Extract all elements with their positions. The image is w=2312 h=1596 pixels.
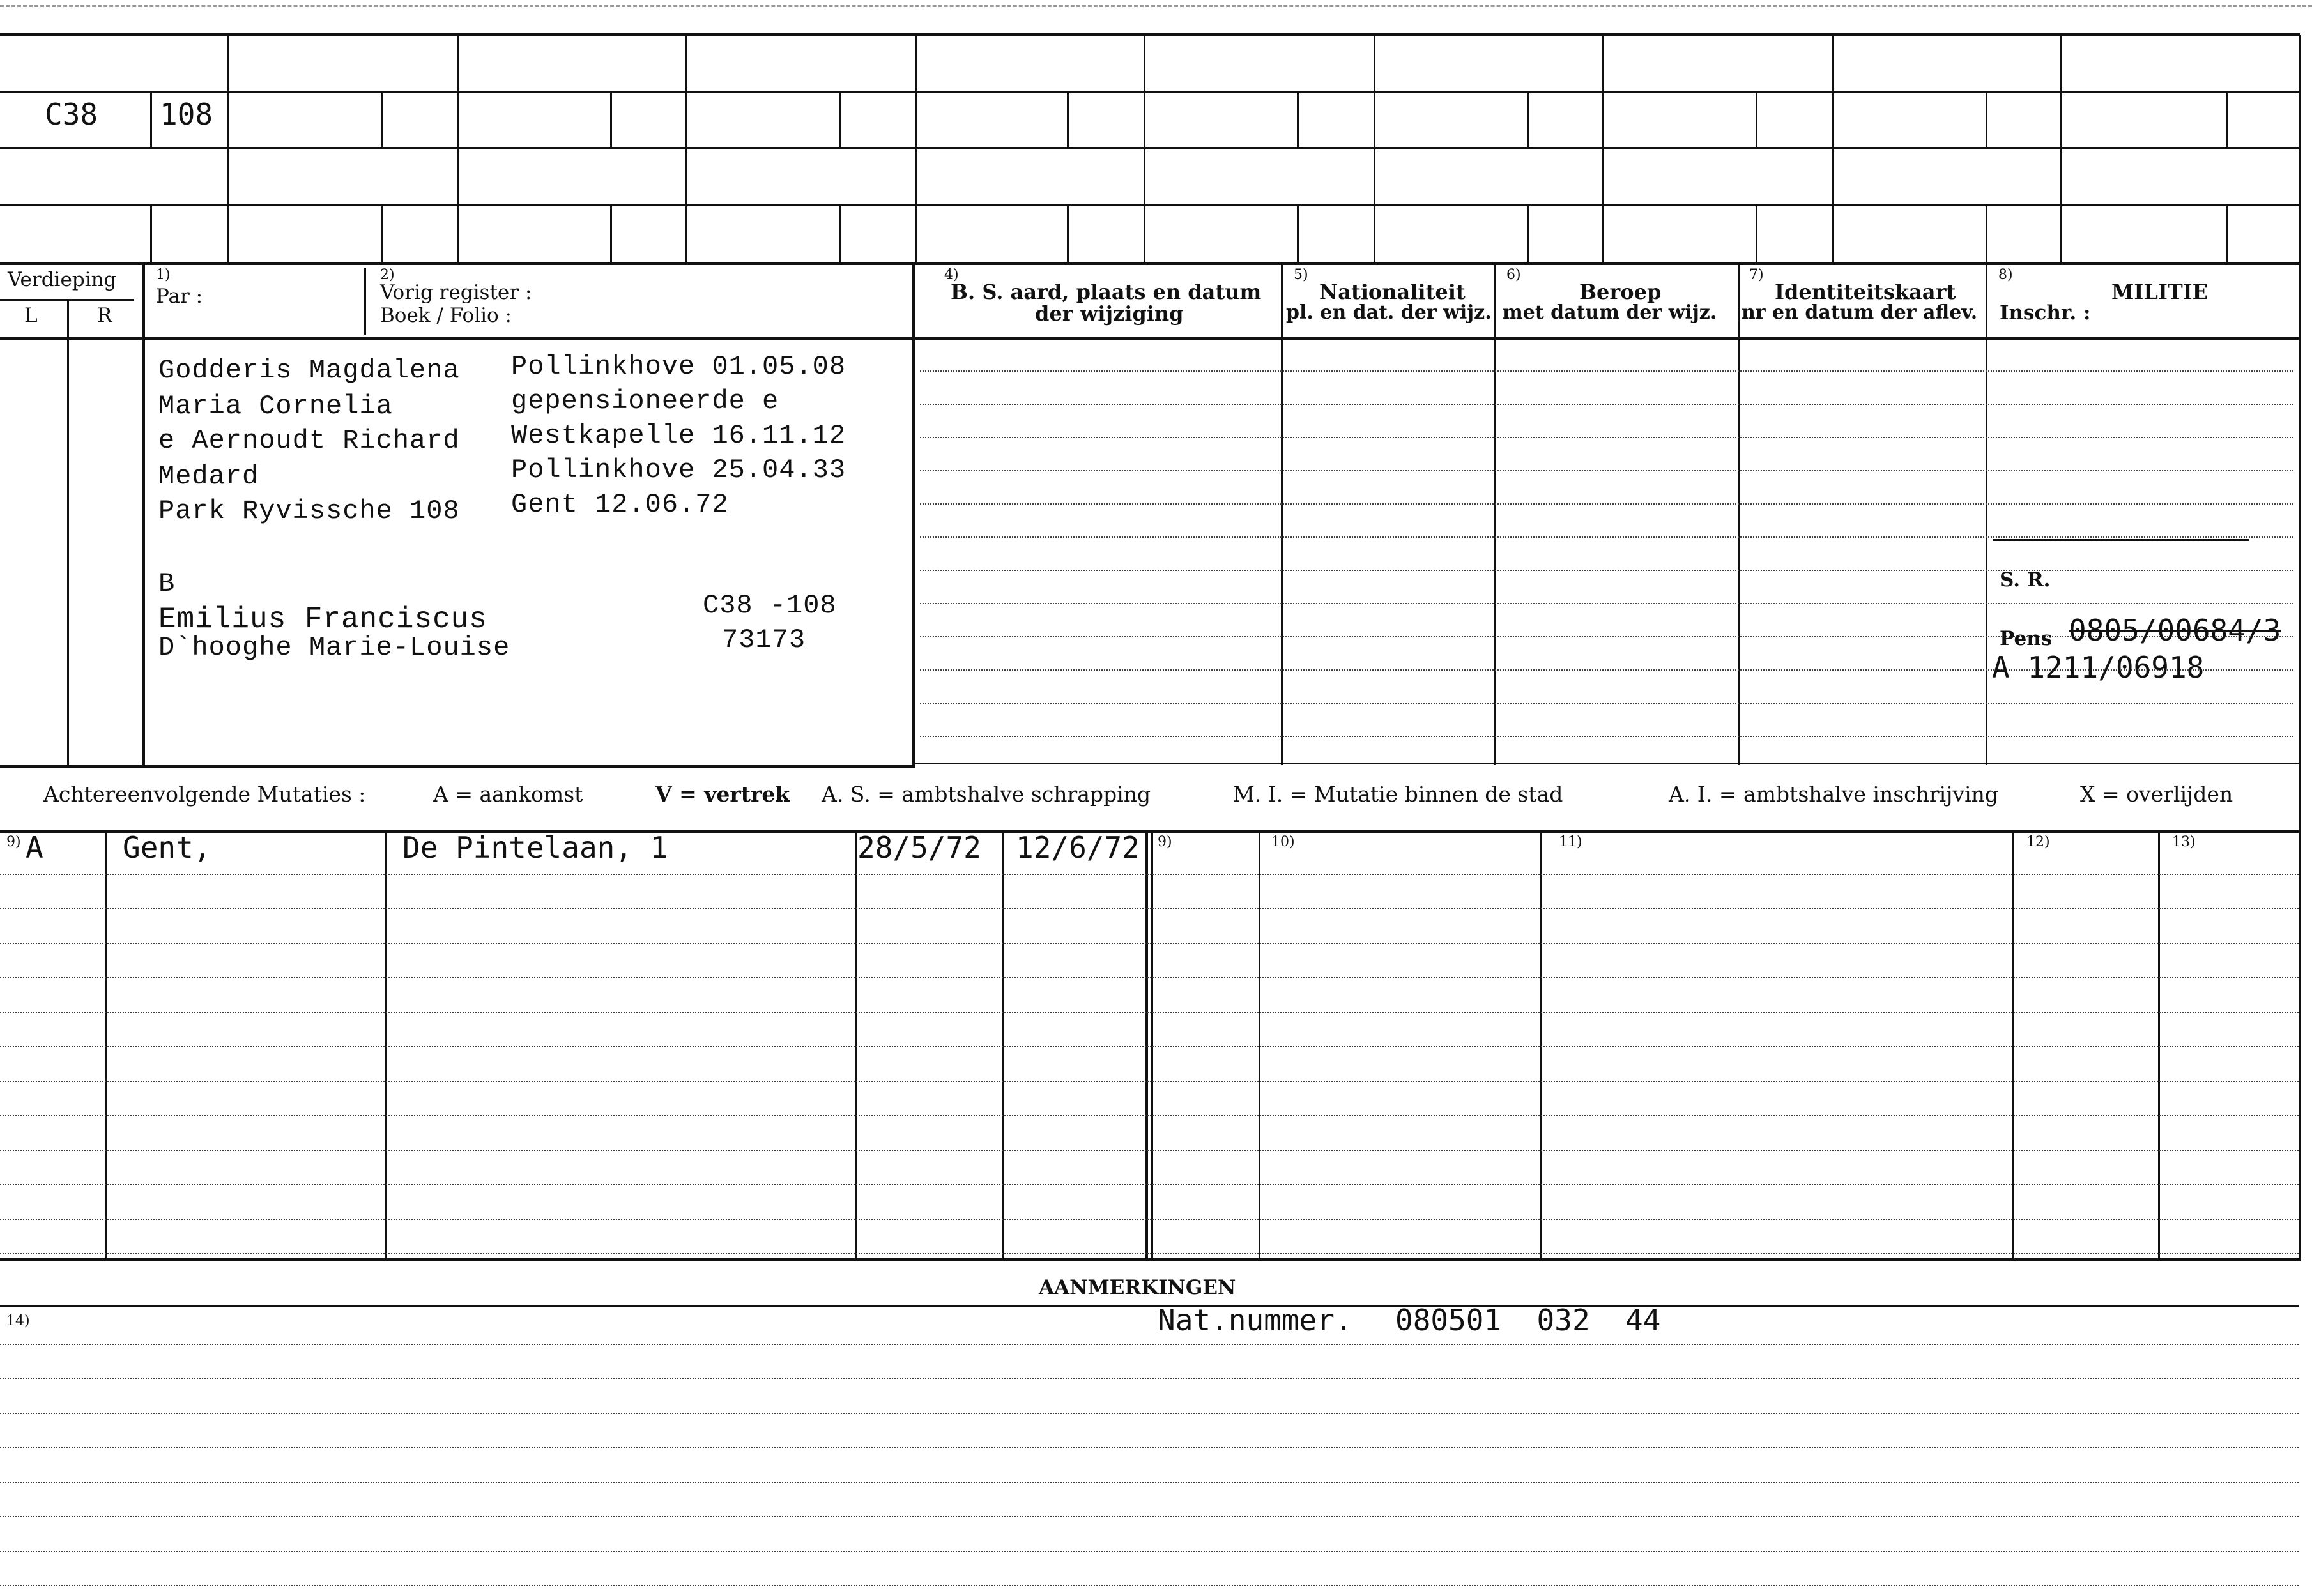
ruled-line [0, 1012, 2299, 1013]
field-number-6: 6) [1506, 267, 1521, 283]
field-number-12: 12) [2026, 834, 2050, 850]
floor-r-label: R [97, 304, 112, 327]
legend-intro: Achtereenvolgende Mutaties : [43, 782, 366, 807]
top-code: C38 [45, 97, 98, 132]
beroep-header-line2: met datum der wijz. [1503, 301, 1717, 324]
person-place-line-2: gepensioneerde e [511, 386, 779, 416]
bs-header-line1: B. S. aard, plaats en datum [951, 280, 1262, 304]
top-number: 108 [160, 97, 213, 132]
person-place-line-3: Westkapelle 16.11.12 [511, 420, 846, 451]
ruled-line [0, 1585, 2299, 1586]
scan-edge [0, 5, 2312, 7]
b-ref-line-1: C38 -108 [703, 590, 837, 621]
person-name-line-1: Godderis Magdalena [158, 355, 460, 386]
field-number-7: 7) [1749, 267, 1764, 283]
ruled-line [0, 1551, 2299, 1552]
person-place-line-1: Pollinkhove 01.05.08 [511, 351, 846, 382]
beroep-header-line1: Beroep [1579, 280, 1662, 304]
legend-ai: A. I. = ambtshalve inschrijving [1669, 782, 1999, 807]
mutation-address: De Pintelaan, 1 [402, 830, 668, 865]
ruled-line [0, 1184, 2299, 1185]
nat-number-value: 080501 032 44 [1395, 1303, 1661, 1337]
verdieping-label: Verdieping [8, 268, 117, 291]
legend-x: X = overlijden [2080, 782, 2233, 807]
boek-folio-label: Boek / Folio : [380, 304, 512, 327]
sr-label: S. R. [2000, 568, 2051, 591]
field-number-11: 11) [1559, 834, 1582, 850]
identiteitskaart-header-line1: Identiteitskaart [1775, 280, 1956, 304]
nationaliteit-header-line1: Nationaliteit [1319, 280, 1466, 304]
person-name-line-3: e Aernoudt Richard [158, 425, 460, 456]
pens-label: Pens [2000, 627, 2053, 650]
ruled-line [0, 1413, 2299, 1414]
ruled-line [0, 1482, 2299, 1483]
nat-number-label: Nat.nummer. [1158, 1303, 1352, 1337]
b-name-line-1: Emilius Franciscus [158, 603, 487, 636]
ruled-line [920, 570, 2293, 571]
ruled-line [920, 437, 2293, 438]
ruled-line [0, 1344, 2299, 1345]
ruled-line [0, 977, 2299, 978]
person-place-line-4: Pollinkhove 25.04.33 [511, 455, 846, 485]
ruled-line [920, 470, 2293, 471]
bs-header-line2: der wijziging [1035, 301, 1184, 326]
b-name-line-2: D`hooghe Marie-Louise [158, 632, 510, 663]
person-name-line-5: Park Ryvissche 108 [158, 496, 460, 526]
field-number-1: 1) [156, 267, 171, 283]
ruled-line [0, 908, 2299, 909]
field-number-13: 13) [2172, 834, 2196, 850]
ruled-line [0, 874, 2299, 875]
person-name-line-4: Medard [158, 461, 259, 492]
remarks-title: AANMERKINGEN [1039, 1276, 1236, 1299]
militie-header: MILITIE [2111, 280, 2209, 304]
b-ref-line-2: 73173 [722, 625, 806, 655]
person-place-line-5: Gent 12.06.72 [511, 489, 729, 520]
field-number-5: 5) [1294, 267, 1308, 283]
inschr-label: Inschr. : [2000, 301, 2091, 324]
ruled-line [0, 1219, 2299, 1220]
person-name-line-2: Maria Cornelia [158, 391, 393, 422]
par-label: Par : [156, 285, 203, 308]
vorig-register-label: Vorig register : [380, 281, 532, 304]
mutation-date-2: 12/6/72 [1016, 830, 1140, 865]
ruled-line [0, 1378, 2299, 1379]
mutation-type: A [26, 830, 43, 865]
ruled-line [0, 1115, 2299, 1116]
ruled-line [920, 703, 2293, 704]
ruled-line [920, 370, 2293, 372]
ruled-line [920, 536, 2293, 538]
ruled-line [0, 1150, 2299, 1151]
pens-old-number: 0805/00684/3 [2069, 613, 2281, 648]
ruled-line [920, 603, 2293, 604]
ruled-line [0, 1081, 2299, 1082]
pens-new-number: A 1211/06918 [1992, 650, 2205, 685]
ruled-line [0, 1046, 2299, 1047]
nationaliteit-header-line2: pl. en dat. der wijz. [1286, 301, 1492, 324]
ruled-line [920, 736, 2293, 737]
mutation-city: Gent, [123, 830, 211, 865]
legend-as: A. S. = ambtshalve schrapping [822, 782, 1151, 807]
ruled-line [0, 943, 2299, 944]
ruled-line [920, 503, 2293, 505]
field-number-14: 14) [6, 1313, 30, 1329]
field-number-4: 4) [944, 267, 959, 283]
field-number-2: 2) [380, 267, 395, 283]
b-label: B [158, 568, 176, 599]
identiteitskaart-header-line2: nr en datum der aflev. [1742, 301, 1978, 324]
ruled-line [920, 404, 2293, 405]
legend-a: A = aankomst [433, 782, 583, 807]
field-number-8: 8) [1998, 267, 2013, 283]
legend-v: V = vertrek [655, 782, 790, 807]
mutation-date-1: 28/5/72 [857, 830, 981, 865]
floor-l-label: L [24, 304, 38, 327]
legend-mi: M. I. = Mutatie binnen de stad [1233, 782, 1563, 807]
field-number-10: 10) [1271, 834, 1295, 850]
ruled-line [0, 1516, 2299, 1517]
field-number-9: 9) [6, 834, 21, 850]
field-number-9b: 9) [1158, 834, 1172, 850]
ruled-line [0, 1253, 2299, 1254]
ruled-line [0, 1447, 2299, 1448]
